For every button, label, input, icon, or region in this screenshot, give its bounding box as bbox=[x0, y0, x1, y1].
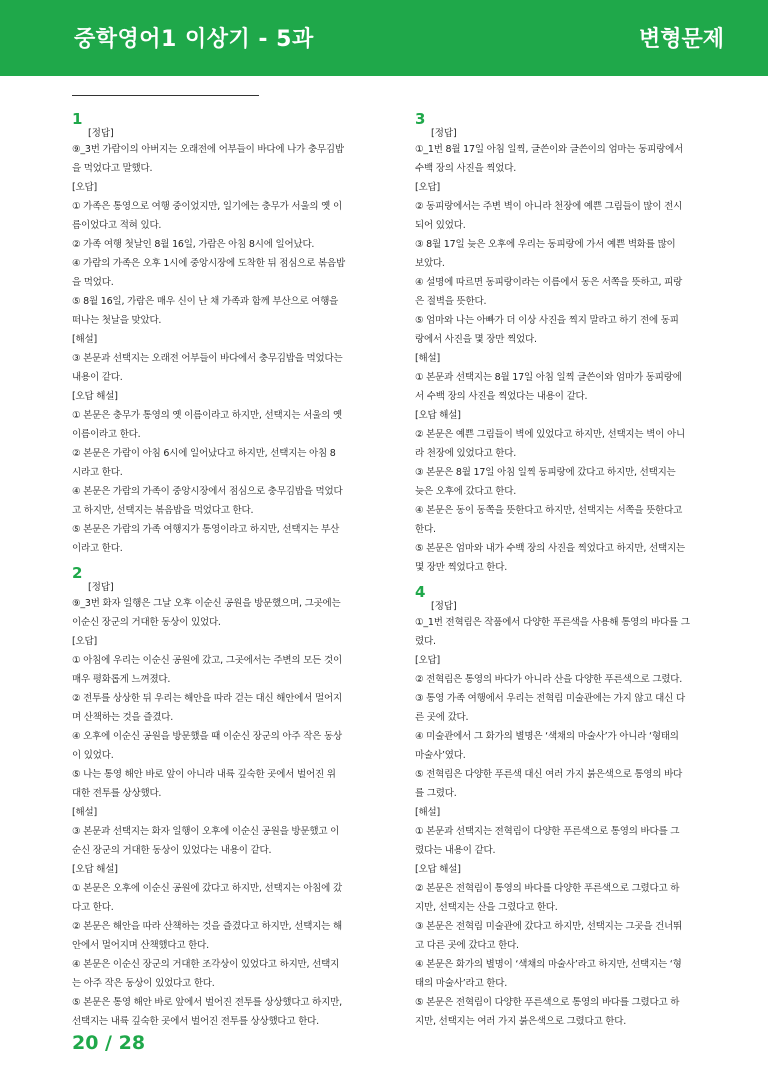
question-number: 1 bbox=[72, 110, 83, 128]
text-line: ② 전투를 상상한 뒤 우리는 해안을 따라 걷는 대신 해안에서 멀어지 bbox=[72, 693, 342, 704]
text-line: ⑤ 본문은 전혁림이 다양한 푸른색으로 통영의 바다를 그렸다고 하 bbox=[415, 997, 680, 1008]
text-line: ③ 8월 17일 늦은 오후에 우리는 동피랑에 가서 예쁜 벽화를 많이 bbox=[415, 239, 676, 250]
text-line: ② 본문은 전혁림이 통영의 바다를 다양한 푸른색으로 그렸다고 하 bbox=[415, 883, 680, 894]
text-line: ① 가족은 통영으로 여행 중이었지만, 일기에는 충무가 서울의 옛 이 bbox=[72, 201, 342, 212]
text-line: [해설] bbox=[72, 334, 97, 345]
text-line: ① 본문과 선택지는 8월 17일 아침 일찍 글쓴이와 엄마가 동피랑에 bbox=[415, 372, 682, 383]
question-header bbox=[415, 110, 727, 140]
text-line: ③ 본문은 8월 17일 아침 일찍 동피랑에 갔다고 하지만, 선택지는 bbox=[415, 467, 676, 478]
text-line: [해설] bbox=[415, 807, 440, 818]
answer-label: [정답] bbox=[431, 128, 457, 139]
text-line: 을 먹었다. bbox=[72, 277, 114, 288]
text-line: 안에서 멀어지며 산책했다고 한다. bbox=[72, 940, 209, 951]
text-line: [오답] bbox=[415, 655, 440, 666]
text-line: [오답 해설] bbox=[415, 410, 461, 421]
text-line: ③ 통영 가족 여행에서 우리는 전혁림 미술관에는 가지 않고 대신 다 bbox=[415, 693, 685, 704]
text-line: [해설] bbox=[415, 353, 440, 364]
text-line: 을 먹었다고 말했다. bbox=[72, 163, 153, 174]
text-line: ① 본문은 오후에 이순신 공원에 갔다고 하지만, 선택지는 아침에 갔 bbox=[72, 883, 342, 894]
text-line: ② 전혁림은 통영의 바다가 아니라 산을 다양한 푸른색으로 그렸다. bbox=[415, 674, 683, 685]
text-line: ④ 본문은 동이 동쪽을 뜻한다고 하지만, 선택지는 서쪽을 뜻한다고 bbox=[415, 505, 683, 516]
right-column bbox=[415, 110, 727, 1037]
text-line: ② 동피랑에서는 주변 벽이 아니라 천장에 예쁜 그림들이 많이 전시 bbox=[415, 201, 683, 212]
text-line: ③ 본문은 전혁림 미술관에 갔다고 하지만, 선택지는 그곳을 건너뛰 bbox=[415, 921, 683, 932]
question-header bbox=[72, 564, 384, 594]
text-line: [오답 해설] bbox=[415, 864, 461, 875]
answer-label: [정답] bbox=[88, 128, 114, 139]
question-number: 3 bbox=[415, 110, 426, 128]
text-line: 지만, 선택지는 산을 그렸다고 한다. bbox=[415, 902, 558, 913]
text-line: [오답] bbox=[72, 636, 97, 647]
text-line: 랑에서 사진을 몇 장만 찍었다. bbox=[415, 334, 537, 345]
text-line: 서 수백 장의 사진을 찍었다는 내용이 같다. bbox=[415, 391, 588, 402]
text-line: ⑤ 본문은 엄마와 내가 수백 장의 사진을 찍었다고 하지만, 선택지는 bbox=[415, 543, 685, 554]
text-line: ⑨_3번 가람이의 아버지는 오래전에 어부들이 바다에 나가 충무김밥 bbox=[72, 144, 344, 155]
text-line: ② 본문은 예쁜 그림들이 벽에 있었다고 하지만, 선택지는 벽이 아니 bbox=[415, 429, 685, 440]
text-line: ⑤ 8월 16일, 가람은 매우 신이 난 채 가족과 함께 부산으로 여행을 bbox=[72, 296, 339, 307]
question-number: 2 bbox=[72, 564, 83, 582]
text-line: 렸다. bbox=[415, 636, 436, 647]
text-line: ④ 가람의 가족은 오후 1시에 중앙시장에 도착한 뒤 점심으로 볶음밥 bbox=[72, 258, 345, 269]
text-line: ①_1번 전혁림은 작품에서 다양한 푸른색을 사용해 통영의 바다를 그 bbox=[415, 617, 690, 628]
text-line: 다고 한다. bbox=[72, 902, 114, 913]
text-line: ④ 설명에 따르면 동피랑이라는 이름에서 동은 서쪽을 뜻하고, 피랑 bbox=[415, 277, 683, 288]
text-line: 이순신 장군의 거대한 동상이 있었다. bbox=[72, 617, 221, 628]
text-line: 되어 있었다. bbox=[415, 220, 466, 231]
text-line: ① 아침에 우리는 이순신 공원에 갔고, 그곳에서는 주변의 모든 것이 bbox=[72, 655, 342, 666]
text-line: ⑤ 본문은 통영 해안 바로 앞에서 벌어진 전투를 상상했다고 하지만, bbox=[72, 997, 342, 1008]
document-tag: 변형문제 bbox=[638, 27, 724, 52]
text-line: [오답] bbox=[415, 182, 440, 193]
text-line: 시라고 한다. bbox=[72, 467, 123, 478]
divider-line bbox=[72, 95, 259, 96]
document-title: 중학영어1 이상기 - 5과 bbox=[74, 27, 314, 52]
text-line: ④ 본문은 화가의 별명이 ‘색채의 마술사’라고 하지만, 선택지는 ‘형 bbox=[415, 959, 682, 970]
text-line: 름이었다고 적혀 있다. bbox=[72, 220, 162, 231]
text-line: ③ 본문과 선택지는 화자 일행이 오후에 이순신 공원을 방문했고 이 bbox=[72, 826, 340, 837]
answer-label: [정답] bbox=[431, 601, 457, 612]
text-line: 이라고 한다. bbox=[72, 543, 123, 554]
text-line: 대한 전투를 상상했다. bbox=[72, 788, 162, 799]
text-line: 내용이 같다. bbox=[72, 372, 123, 383]
text-line: 를 그렸다. bbox=[415, 788, 457, 799]
text-line: 른 곳에 갔다. bbox=[415, 712, 469, 723]
page-number: 20 / 28 bbox=[72, 1032, 146, 1054]
text-line: ④ 본문은 가람의 가족이 중앙시장에서 점심으로 충무김밥을 먹었다 bbox=[72, 486, 343, 497]
question-block bbox=[72, 110, 384, 558]
text-line: ⑨_3번 화자 일행은 그날 오후 이순신 공원을 방문했으며, 그곳에는 bbox=[72, 598, 341, 609]
text-line: 고 다른 곳에 갔다고 한다. bbox=[415, 940, 519, 951]
text-line: 보았다. bbox=[415, 258, 445, 269]
left-column bbox=[72, 110, 384, 1037]
question-block bbox=[415, 583, 727, 1031]
text-line: 매우 평화롭게 느껴졌다. bbox=[72, 674, 171, 685]
text-line: 이 있었다. bbox=[72, 750, 114, 761]
text-line: 라 천장에 있었다고 한다. bbox=[415, 448, 517, 459]
question-header bbox=[72, 110, 384, 140]
text-line: 한다. bbox=[415, 524, 436, 535]
text-line: ② 본문은 해안을 따라 산책하는 것을 즐겼다고 하지만, 선택지는 해 bbox=[72, 921, 342, 932]
text-line: ⑤ 나는 통영 해안 바로 앞이 아니라 내륙 깊숙한 곳에서 벌어진 위 bbox=[72, 769, 336, 780]
text-line: 마술사’였다. bbox=[415, 750, 466, 761]
text-line: 태의 마술사’라고 한다. bbox=[415, 978, 508, 989]
text-line: ② 본문은 가람이 아침 6시에 일어났다고 하지만, 선택지는 아침 8 bbox=[72, 448, 336, 459]
text-line: ⑤ 본문은 가람의 가족 여행지가 통영이라고 하지만, 선택지는 부산 bbox=[72, 524, 340, 535]
question-header bbox=[415, 583, 727, 613]
text-line: [해설] bbox=[72, 807, 97, 818]
text-line: 는 아주 작은 동상이 있었다고 한다. bbox=[72, 978, 215, 989]
text-line: 며 산책하는 것을 즐겼다. bbox=[72, 712, 174, 723]
header-banner bbox=[0, 0, 768, 76]
text-line: 늦은 오후에 갔다고 한다. bbox=[415, 486, 517, 497]
text-line: ① 본문은 충무가 통영의 옛 이름이라고 하지만, 선택지는 서울의 옛 bbox=[72, 410, 342, 421]
text-line: ④ 본문은 이순신 장군의 거대한 조각상이 있었다고 하지만, 선택지 bbox=[72, 959, 340, 970]
text-line: 순신 장군의 거대한 동상이 있었다는 내용이 같다. bbox=[72, 845, 272, 856]
text-line: [오답 해설] bbox=[72, 391, 118, 402]
text-line: 수백 장의 사진을 찍었다. bbox=[415, 163, 517, 174]
text-line: 렸다는 내용이 같다. bbox=[415, 845, 496, 856]
question-block bbox=[415, 110, 727, 577]
text-line: 은 절벽을 뜻한다. bbox=[415, 296, 487, 307]
text-line: 선택지는 내륙 깊숙한 곳에서 벌어진 전투를 상상했다고 한다. bbox=[72, 1016, 319, 1027]
text-line: 지만, 선택지는 여러 가지 붉은색으로 그렸다고 한다. bbox=[415, 1016, 627, 1027]
question-block bbox=[72, 564, 384, 1031]
text-line: 이름이라고 한다. bbox=[72, 429, 141, 440]
text-line: ④ 미술관에서 그 화가의 별명은 ‘색채의 마술사’가 아니라 ‘형태의 bbox=[415, 731, 679, 742]
text-line: ② 가족 여행 첫날인 8월 16일, 가람은 아침 8시에 일어났다. bbox=[72, 239, 315, 250]
text-line: ⑤ 엄마와 나는 아빠가 더 이상 사진을 찍지 말라고 하기 전에 동피 bbox=[415, 315, 679, 326]
text-line: 몇 장만 찍었다고 한다. bbox=[415, 562, 508, 573]
question-number: 4 bbox=[415, 583, 426, 601]
text-line: ③ 본문과 선택지는 오래전 어부들이 바다에서 충무김밥을 먹었다는 bbox=[72, 353, 343, 364]
answer-label: [정답] bbox=[88, 582, 114, 593]
text-line: 떠나는 첫날을 맞았다. bbox=[72, 315, 162, 326]
text-line: 고 하지만, 선택지는 볶음밥을 먹었다고 한다. bbox=[72, 505, 254, 516]
text-line: [오답] bbox=[72, 182, 97, 193]
text-line: [오답 해설] bbox=[72, 864, 118, 875]
text-line: ④ 오후에 이순신 공원을 방문했을 때 이순신 장군의 아주 작은 동상 bbox=[72, 731, 342, 742]
text-line: ① 본문과 선택지는 전혁림이 다양한 푸른색으로 통영의 바다를 그 bbox=[415, 826, 680, 837]
text-line: ⑤ 전혁림은 다양한 푸른색 대신 여러 가지 붉은색으로 통영의 바다 bbox=[415, 769, 683, 780]
text-line: ①_1번 8월 17일 아침 일찍, 글쓴이와 글쓴이의 엄마는 동피랑에서 bbox=[415, 144, 684, 155]
